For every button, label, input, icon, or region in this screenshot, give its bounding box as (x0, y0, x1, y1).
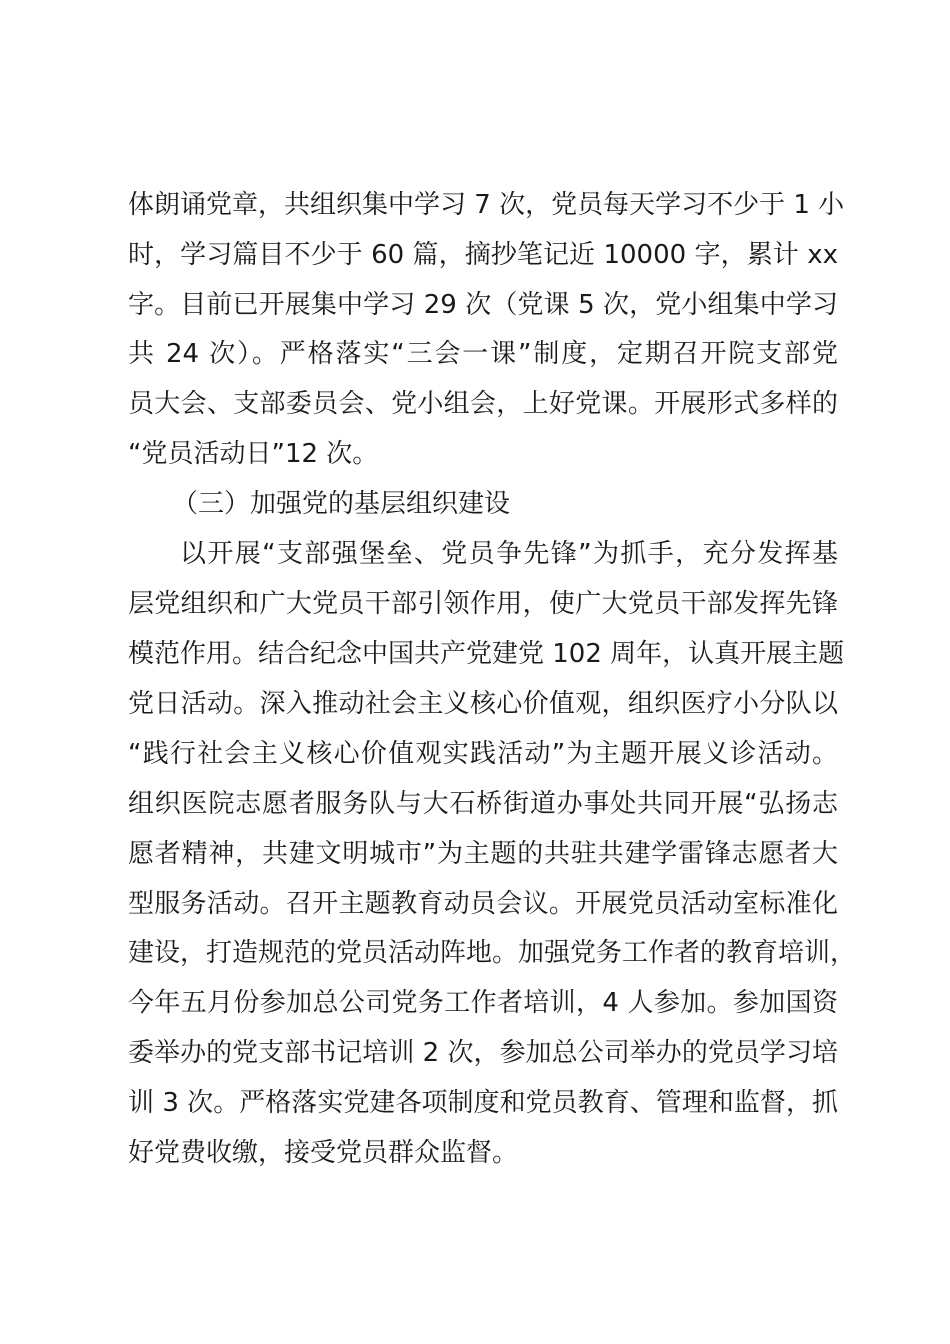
paragraph-2-line-8: 型服务活动。召开主题教育动员会议。开展党员活动室标准化 (128, 889, 838, 919)
paragraph-1-line-2: 时，学习篇目不少于 60 篇，摘抄笔记近 10000 字，累计 xx (128, 240, 838, 270)
paragraph-2-line-1: 以开展“支部强堡垒、党员争先锋”为抓手，充分发挥基 (180, 539, 838, 569)
paragraph-2-line-3: 模范作用。结合纪念中国共产党建党 102 周年，认真开展主题 (128, 639, 845, 669)
section-heading: （三）加强党的基层组织建设 (172, 489, 511, 519)
paragraph-2-line-7: 愿者精神，共建文明城市”为主题的共驻共建学雷锋志愿者大 (128, 839, 838, 869)
paragraph-2-line-9: 建设，打造规范的党员活动阵地。加强党务工作者的教育培训， (128, 938, 857, 968)
paragraph-2-line-6: 组织医院志愿者服务队与大石桥街道办事处共同开展“弘扬志 (128, 789, 838, 819)
paragraph-1-line-3: 字。目前已开展集中学习 29 次（党课 5 次，党小组集中学习 (128, 290, 838, 320)
paragraph-1-line-1: 体朗诵党章，共组织集中学习 7 次，党员每天学习不少于 1 小 (128, 190, 845, 220)
paragraph-2-line-5: “践行社会主义核心价值观实践活动”为主题开展义诊活动。 (128, 739, 838, 769)
paragraph-2-line-12: 训 3 次。严格落实党建各项制度和党员教育、管理和监督，抓 (128, 1088, 838, 1118)
paragraph-1-line-6: “党员活动日”12 次。 (128, 439, 379, 469)
paragraph-2-line-2: 层党组织和广大党员干部引领作用，使广大党员干部发挥先锋 (128, 589, 838, 619)
paragraph-2-line-13: 好党费收缴，接受党员群众监督。 (128, 1138, 519, 1168)
paragraph-2-line-10: 今年五月份参加总公司党务工作者培训，4 人参加。参加国资 (128, 988, 838, 1018)
paragraph-2-line-4: 党日活动。深入推动社会主义核心价值观，组织医疗小分队以 (128, 689, 838, 719)
paragraph-2-line-11: 委举办的党支部书记培训 2 次，参加总公司举办的党员学习培 (128, 1038, 838, 1068)
paragraph-1-line-5: 员大会、支部委员会、党小组会，上好党课。开展形式多样的 (128, 389, 838, 419)
paragraph-1-line-4: 共 24 次）。严格落实“三会一课”制度，定期召开院支部党 (128, 339, 838, 369)
